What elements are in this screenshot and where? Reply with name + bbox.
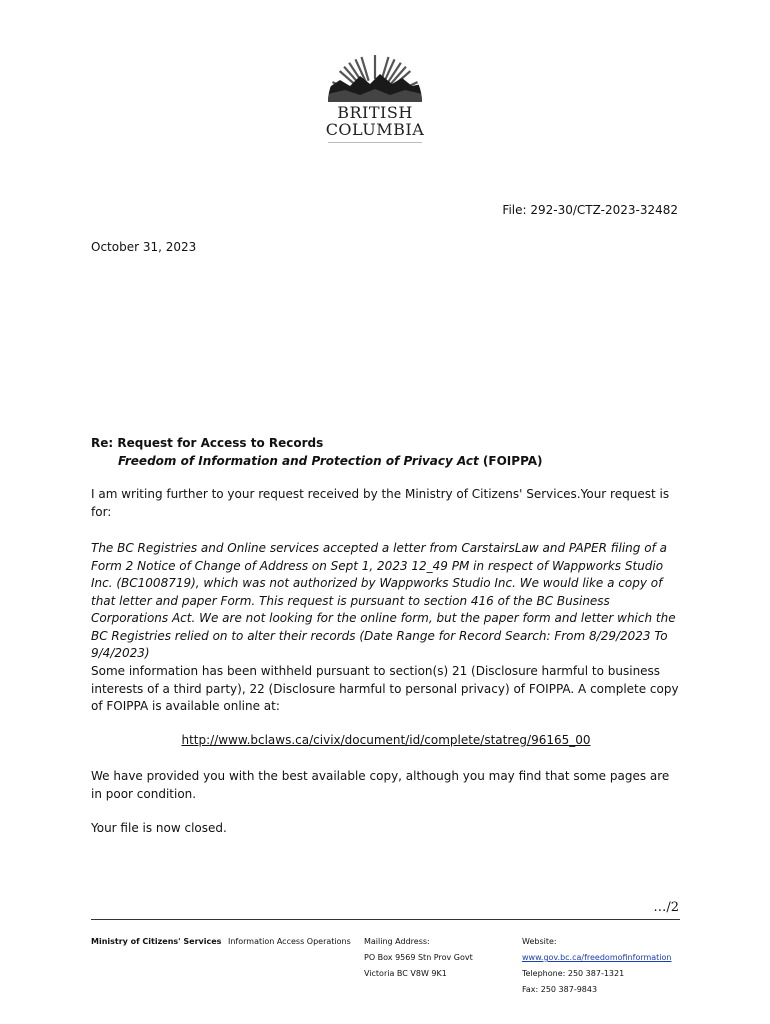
website-label: Website:	[522, 937, 557, 946]
footer-office: Information Access Operations	[228, 937, 351, 946]
file-closed-paragraph: Your file is now closed.	[91, 821, 227, 835]
sun-mountains-emblem	[300, 40, 450, 110]
act-title: Freedom of Information and Protection of Privacy Act	[118, 454, 479, 468]
footer-divider	[91, 919, 680, 920]
telephone: Telephone: 250 387-1321	[522, 969, 625, 978]
footer-ministry: Ministry of Citizens' Services	[91, 937, 222, 946]
logo-underline	[328, 142, 422, 143]
request-intro-paragraph: I am writing further to your request received by the Ministry of Citizens' Services.Your request is for:	[91, 487, 670, 519]
logo-text-british: BRITISH	[337, 103, 413, 122]
fax: Fax: 250 387-9843	[522, 985, 598, 994]
request-text-paragraph: The BC Registries and Online services accepted a letter from CarstairsLaw and PAPER filing of a Form 2 Notice of Change of Address on Sept 1, 2023 12_49 PM in respect of Wappworks Studio Inc. (BC1008719), which was not authorized by Wappworks Studio Inc. We would like a copy of that letter and paper Form. This request is pursuant to section 416 of the BC Business Corporations Act. We are not looking for the online form, but the paper form and letter which the BC Registries relied on to alter their records (Date Range for Record Search: From 8/29/2023 To 9/4/2023)	[91, 541, 676, 660]
file-reference: File: 292-30/CTZ-2023-32482	[502, 203, 678, 217]
footer-mailing-address	[364, 934, 473, 982]
mailing-line-2: Victoria BC V8W 9K1	[364, 969, 447, 978]
subject-block	[91, 434, 543, 470]
page-continuation: …/2	[653, 900, 679, 915]
withheld-info-paragraph: Some information has been withheld pursuant to section(s) 21 (Disclosure harmful to business interests of a third party), 22 (Disclosure harmful to personal privacy) of FOIPPA. A complete copy of FOIPPA is available online at:	[91, 664, 679, 713]
mailing-label: Mailing Address:	[364, 937, 430, 946]
act-abbreviation: (FOIPPA)	[478, 454, 543, 468]
subject-line: Re: Request for Access to Records	[91, 436, 324, 450]
foippa-link-line	[91, 733, 681, 747]
mailing-line-1: PO Box 9569 Stn Prov Govt	[364, 953, 473, 962]
subject-act	[91, 452, 543, 470]
letter-date: October 31, 2023	[91, 240, 197, 254]
bc-government-logo	[300, 40, 450, 150]
copy-quality-paragraph: We have provided you with the best available copy, although you may find that some pages are in poor condition.	[91, 769, 670, 801]
logo-text-columbia: COLUMBIA	[325, 120, 425, 139]
foippa-link[interactable]: http://www.bclaws.ca/civix/document/id/complete/statreg/96165_00	[181, 733, 591, 747]
footer-contact	[522, 934, 672, 998]
website-link[interactable]: www.gov.bc.ca/freedomofinformation	[522, 953, 672, 962]
